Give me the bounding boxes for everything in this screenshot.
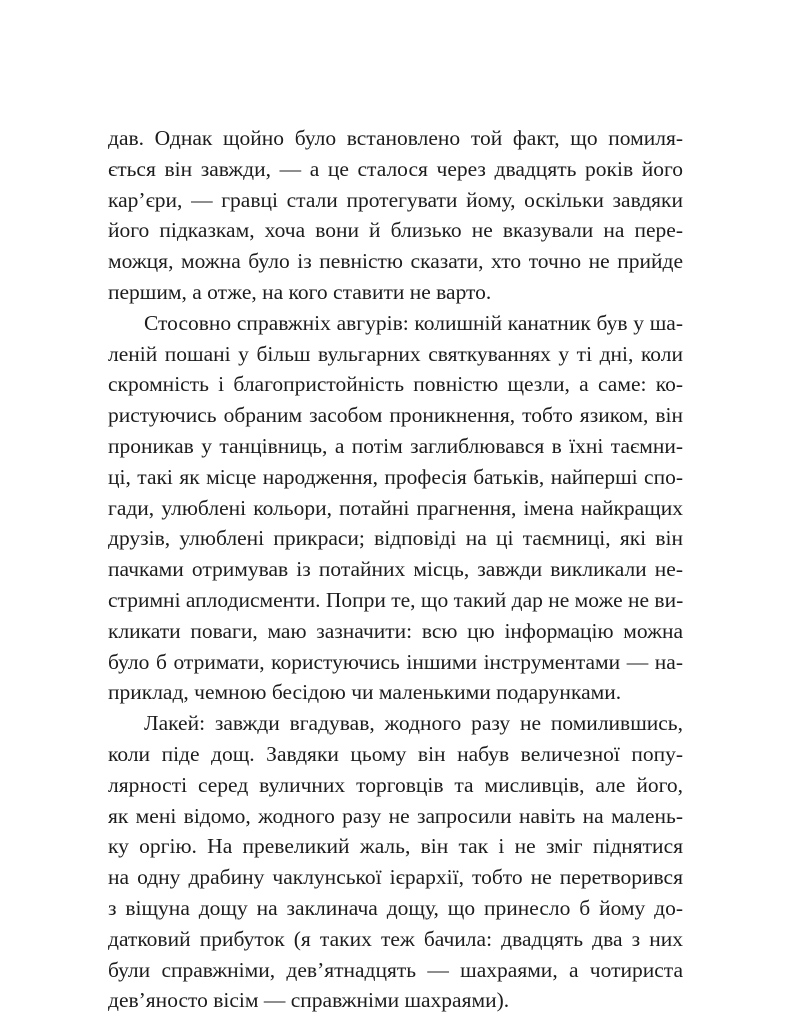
text-line: дев’яносто вісім — справжніми шахраями). xyxy=(108,988,510,1013)
text-line: проникав у танцівниць, а потім заглиблювався в їхні таємни- xyxy=(108,433,683,458)
text-line: ристуючись обраним засобом проникнення, тобто язиком, він xyxy=(108,403,683,428)
text-line: Лакей: завжди вгадував, жодного разу не помилившись, xyxy=(144,711,683,736)
text-line: кликати поваги, маю зазначити: всю цю інформацію можна xyxy=(108,618,683,643)
text-line: як мені відомо, жодного разу не запросили навіть на малень- xyxy=(108,803,683,828)
text-line: стримні аплодисменти. Попри те, що такий дар не може не ви- xyxy=(108,587,684,612)
text-line: кар’єри, — гравці стали протегувати йому, оскільки завдяки xyxy=(108,187,683,212)
text-line: леній пошані у більш вульгарних святкуваннях у ті дні, коли xyxy=(108,341,683,366)
text-line: ку оргію. На превеликий жаль, він так і не зміг піднятися xyxy=(108,834,683,859)
text-line: першим, а отже, на кого ставити не варто. xyxy=(108,279,492,304)
text-line: приклад, чемною бесідою чи маленькими подарунками. xyxy=(108,680,622,705)
text-line: скромність і благопристойність повністю щезли, а саме: ко- xyxy=(108,372,683,397)
text-line: друзів, улюблені прикраси; відповіді на ці таємниці, які він xyxy=(108,526,683,551)
text-line: дав. Однак щойно було встановлено той факт, що помиля- xyxy=(108,126,683,150)
text-line: з віщуна дощу на заклинача дощу, що принесло б йому до- xyxy=(108,895,683,920)
text-line: можця, можна було із певністю сказати, хто точно не прийде xyxy=(108,249,683,274)
text-line: пачками отримував із потайних місць, завжди викликали не- xyxy=(108,557,683,582)
text-line: гади, улюблені кольори, потайні прагнення, імена найкращих xyxy=(108,495,683,520)
paragraph xyxy=(108,308,683,708)
text-line: були справжніми, дев’ятнадцять — шахраями, а чотириста xyxy=(108,957,683,982)
text-line: коли піде дощ. Завдяки цьому він набув величезної попу- xyxy=(108,741,683,766)
paragraph xyxy=(108,123,683,308)
paragraph xyxy=(108,708,683,1016)
text-line: було б отримати, користуючись іншими інструментами — на- xyxy=(108,649,683,674)
text-line: датковий прибуток (я таких теж бачила: двадцять два з них xyxy=(108,926,683,951)
body-text xyxy=(108,123,683,1016)
text-line: ці, такі як місце народження, професія батьків, найперші спо- xyxy=(108,464,683,489)
text-line: ється він завжди, — а це сталося через двадцять років його xyxy=(108,156,683,181)
text-line: його підказкам, хоча вони й близько не вказували на пере- xyxy=(108,218,683,243)
text-line: на одну драбину чаклунської ієрархії, тобто не перетворився xyxy=(108,865,683,890)
text-line: лярності серед вуличних торговців та мисливців, але його, xyxy=(108,772,683,797)
text-line: Стосовно справжніх авгурів: колишній канатник був у ша- xyxy=(144,310,683,335)
